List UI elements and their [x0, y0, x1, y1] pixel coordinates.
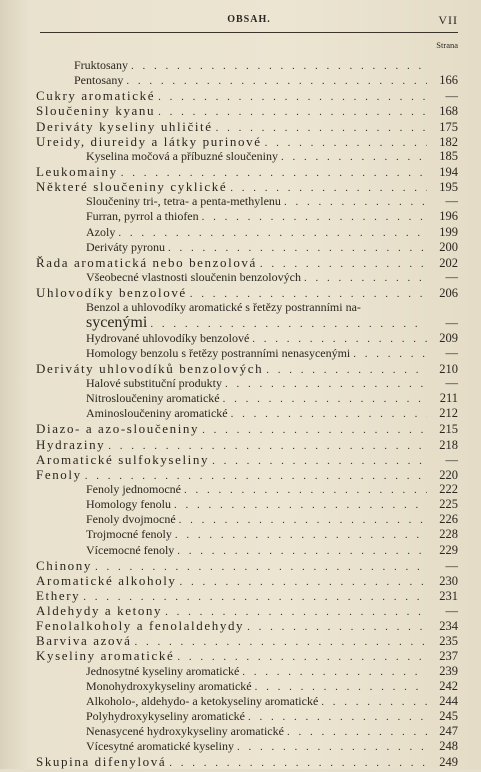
dot-leader [223, 392, 427, 407]
header-title: OBSAH. [227, 14, 271, 25]
toc-entry [26, 331, 458, 346]
toc-entry-page: — [445, 316, 458, 331]
toc-entry-page: 200 [439, 239, 458, 254]
toc-entry [26, 225, 458, 240]
dot-leader [175, 528, 427, 543]
toc-entry [26, 103, 458, 118]
toc-entry-label: Alkoholo-, aldehydo- a ketokyseliny aromatické [86, 693, 319, 708]
toc-entry-label: Trojmocné fenoly [86, 527, 172, 542]
toc-entry-label: Uhlovodíky benzolové [36, 285, 187, 301]
toc-entry-page: 210 [439, 361, 458, 376]
toc-entry-page: 199 [439, 224, 458, 239]
dot-leader [177, 544, 427, 559]
toc-entry-label: Azoly [86, 224, 116, 239]
dot-leader [284, 195, 427, 210]
toc-entry [26, 512, 458, 527]
toc-entry-label: Skupina difenylová [36, 754, 167, 770]
toc-entry [26, 346, 458, 361]
toc-entry-label: Fenolalkoholy a fenolaldehydy [36, 618, 245, 634]
toc-entry-page: 249 [439, 755, 458, 770]
toc-entry-label: Vícesytné aromatické kyseliny [86, 739, 234, 754]
toc-entry-label: Fenoly dvojmocné [86, 512, 176, 527]
toc-entry-page: 166 [439, 73, 458, 88]
dot-leader [126, 74, 427, 89]
toc-entry [26, 648, 458, 663]
dot-leader [169, 756, 427, 771]
dot-leader [174, 498, 427, 513]
toc-entry-label: Aromatické sulfokyseliny [36, 451, 210, 467]
dot-leader [242, 665, 427, 680]
dot-leader [255, 680, 427, 695]
toc-entry-label: Furran, pyrrol a thiofen [86, 209, 199, 224]
toc-entry [26, 633, 458, 648]
toc-entry-label: Vícemocné fenoly [86, 542, 175, 557]
toc-entry [26, 421, 458, 436]
toc-entry-page: 168 [439, 104, 458, 119]
toc-entry [26, 134, 458, 149]
toc-entry-page: 239 [439, 663, 458, 678]
toc-entry-page: 175 [439, 119, 458, 134]
toc-entry-label: Deriváty pyronu [86, 239, 165, 254]
toc-entry-page: — [445, 345, 458, 360]
toc-entry-page: 235 [439, 634, 458, 649]
toc-entry [26, 285, 458, 300]
toc-entry-page: — [445, 269, 458, 284]
toc-entry [26, 558, 458, 573]
toc-entry [26, 603, 458, 618]
toc-entry [26, 240, 458, 255]
toc-entry-page: 195 [439, 180, 458, 195]
toc-entry [26, 437, 458, 452]
page-column-label: Strana [436, 40, 458, 50]
toc-entry-label: Benzol a uhlovodíky aromatické s řetězy postranními na- [86, 300, 361, 315]
toc-entry-label: Fenoly jednomocné [86, 481, 181, 496]
toc-entry-label: Barviva azová [36, 633, 132, 649]
toc-entry-page: 202 [439, 255, 458, 270]
toc-entry-label: Všeobecné vlastnosti sloučenin benzolových [86, 269, 301, 284]
toc-entry-page: 231 [439, 588, 458, 603]
toc-entry-page: 215 [439, 422, 458, 437]
toc-entry-page: 212 [439, 406, 458, 421]
toc-entry-page: 245 [439, 709, 458, 724]
toc-entry-page: — [445, 558, 458, 573]
toc-entry [26, 406, 458, 421]
toc-entry-page: 234 [439, 619, 458, 634]
dot-leader [281, 150, 427, 165]
dot-leader [179, 513, 427, 528]
page-header [40, 14, 458, 34]
toc-entry-page: 182 [439, 134, 458, 149]
toc-entry-label: Nenasycené hydroxykyseliny aromatické [86, 724, 284, 739]
toc-entry-page: 196 [439, 209, 458, 224]
dot-leader [118, 226, 427, 241]
toc-entry [26, 452, 458, 467]
toc-entry [26, 543, 458, 558]
toc-entry-page: 206 [439, 286, 458, 301]
toc-entry [26, 618, 458, 633]
toc-entry [26, 119, 458, 134]
toc-entry-label: Diazo- a azo-sloučeniny [36, 421, 200, 437]
toc-entry [26, 255, 458, 270]
toc-entry [26, 300, 458, 315]
toc-entry-label: Řada aromatická nebo benzolová [36, 254, 257, 270]
dot-leader [131, 59, 427, 74]
toc-entry [26, 164, 458, 179]
toc-entry-page: 211 [439, 391, 458, 406]
toc-entry-page: 228 [439, 527, 458, 542]
toc-entry-page: — [445, 375, 458, 390]
toc-entry [26, 58, 458, 73]
toc-entry [26, 482, 458, 497]
toc-entry-label: Aromatické alkoholy [36, 572, 177, 588]
toc-entry [26, 149, 458, 164]
dot-leader [248, 710, 427, 725]
toc-entry-page: 185 [439, 148, 458, 163]
toc-entry-label: Ureidy, diureidy a látky purinové [36, 133, 262, 149]
toc-entry [26, 694, 458, 709]
toc-entry [26, 588, 458, 603]
toc-entry-label: Monohydroxykyseliny aromatické [86, 678, 252, 693]
toc-entry [26, 573, 458, 588]
toc-entry [26, 709, 458, 724]
dot-leader [168, 241, 427, 256]
toc-entry-page: 209 [439, 330, 458, 345]
dot-leader [225, 377, 427, 392]
toc-entry-page: — [445, 89, 458, 104]
header-page-number: VII [438, 13, 458, 27]
toc-entry-page: 247 [439, 724, 458, 739]
toc-entry [26, 739, 458, 754]
toc-entry [26, 73, 458, 88]
toc-entry [26, 209, 458, 224]
toc-entry-page: — [445, 194, 458, 209]
toc-entry-page: 237 [439, 649, 458, 664]
toc-entry-label: Nitrosloučeniny aromatické [86, 391, 220, 406]
toc-entry-label: Kyseliny aromatické [36, 648, 175, 664]
toc-entry-label: Chinony [36, 557, 92, 573]
toc-entry-label: Aminosloučeniny aromatické [86, 406, 228, 421]
toc-entry-label: Ethery [36, 587, 81, 603]
toc-entry-page: — [445, 452, 458, 467]
toc-entry [26, 88, 458, 103]
toc-entry-label: Homology benzolu s řetězy postranními nenasycenými [86, 345, 351, 360]
header-rule [40, 32, 458, 33]
dot-leader [321, 695, 427, 710]
dot-leader [252, 332, 427, 347]
toc-entry-page: 225 [439, 497, 458, 512]
dot-leader [231, 407, 427, 422]
toc-entry-label: Fruktosany [74, 58, 128, 72]
toc-entry [26, 179, 458, 194]
toc-entry-label: Hydrované uhlovodíky benzolové [86, 330, 250, 345]
dot-leader [287, 725, 427, 740]
toc-entry-page: — [445, 604, 458, 619]
toc-entry-page: 244 [439, 693, 458, 708]
toc-entry-label: Deriváty uhlovodíků benzolových [36, 360, 264, 376]
toc-entry [26, 754, 458, 769]
toc-entry-page: 194 [439, 164, 458, 179]
toc-entry [26, 361, 458, 376]
toc-entry-page: 230 [439, 573, 458, 588]
toc-entry [26, 679, 458, 694]
toc-entry [26, 315, 458, 330]
dot-leader [184, 483, 427, 498]
toc-entry-page: 242 [439, 678, 458, 693]
toc-entry [26, 376, 458, 391]
toc-entry-label: Některé sloučeniny cyklické [36, 179, 228, 195]
toc-entry-label: Aldehydy a ketony [36, 603, 163, 619]
toc-entry [26, 270, 458, 285]
toc-entry-page: 226 [439, 512, 458, 527]
toc-entry-page: 218 [439, 437, 458, 452]
toc-entry-label: Homology fenolu [86, 497, 171, 512]
toc-entry-label: Deriváty kyseliny uhličité [36, 118, 213, 134]
dot-leader [304, 271, 427, 286]
toc-entry [26, 724, 458, 739]
toc-entry-label: Hydraziny [36, 436, 106, 452]
dot-leader [237, 740, 427, 755]
toc-entry [26, 467, 458, 482]
toc-entry-label: Sloučeniny kyanu [36, 103, 156, 119]
toc-entry [26, 194, 458, 209]
toc-entry-label: Cukry aromatické [36, 88, 156, 104]
toc-entry [26, 527, 458, 542]
toc-entry-label: Jednosytné kyseliny aromatické [86, 663, 240, 678]
toc-entry-page: 229 [439, 542, 458, 557]
toc-entry [26, 664, 458, 679]
toc-entry-label: Kyselina močová a příbuzné sloučeniny [86, 148, 278, 163]
toc-entry-label: Sloučeniny tri-, tetra- a penta-methylenu [86, 194, 281, 209]
toc-entry-label: sycenými [86, 314, 148, 332]
toc-entry-label: Polyhydroxykyseliny aromatické [86, 709, 245, 724]
toc-entry-label: Leukomainy [36, 163, 118, 179]
toc-entry-page: 248 [439, 739, 458, 754]
dot-leader [202, 210, 427, 225]
toc-entry [26, 497, 458, 512]
toc-entry-page: 222 [439, 481, 458, 496]
toc-entry-label: Pentosany [74, 73, 124, 88]
toc-entry [26, 391, 458, 406]
table-of-contents [26, 58, 458, 770]
toc-entry-label: Fenoly [36, 466, 82, 482]
toc-entry-page: 220 [439, 467, 458, 482]
toc-entry-label: Halové substituční produkty [86, 375, 222, 390]
dot-leader [353, 347, 427, 362]
